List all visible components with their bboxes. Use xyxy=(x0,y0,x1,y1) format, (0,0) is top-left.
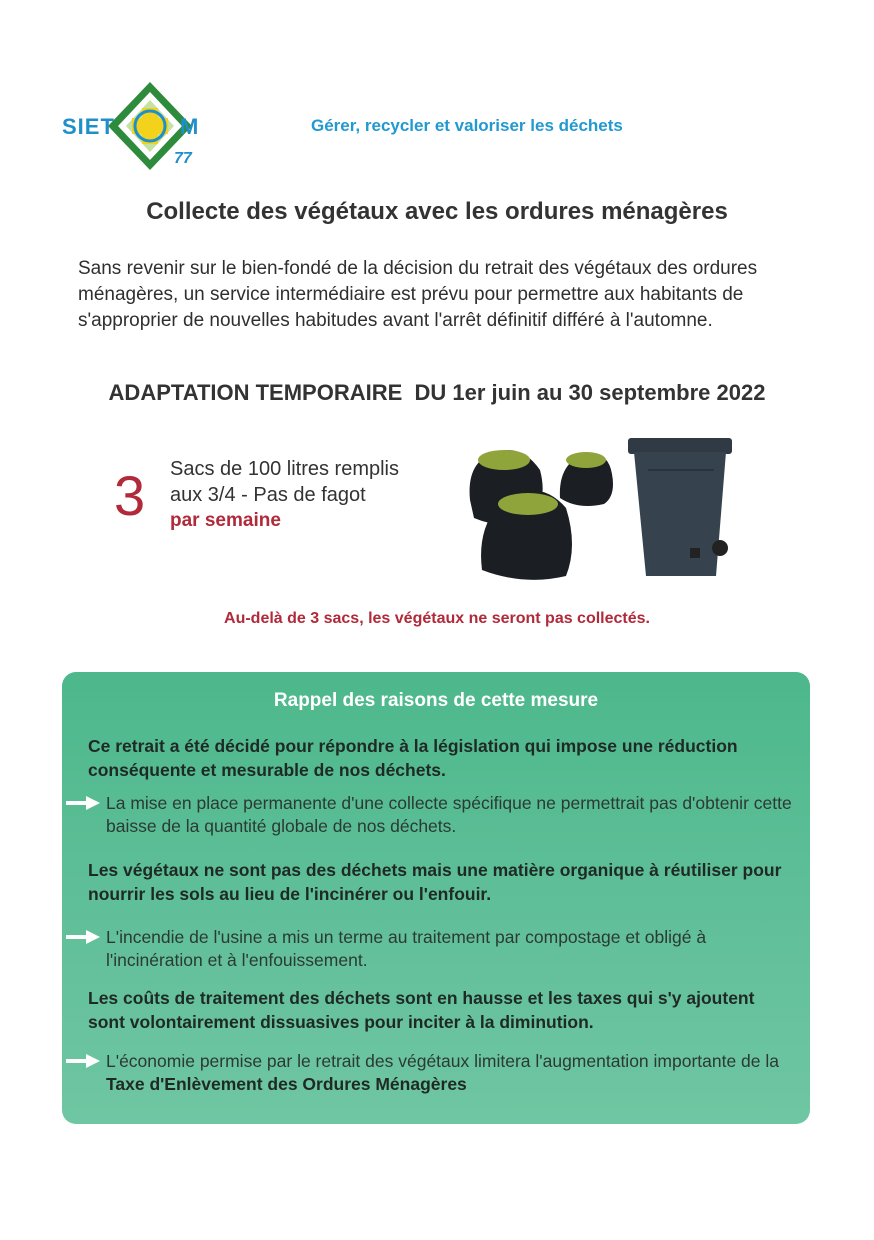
intro-paragraph: Sans revenir sur le bien-fondé de la décision du retrait des végétaux des ordures ménagères, un service intermédiaire est prévu pour permettre aux habitants de s'approprier de nouvelles habitudes avant l'arrêt définitif différé à l'automne. xyxy=(78,258,758,331)
bags-line-1: Sacs de 100 litres remplis xyxy=(170,458,399,480)
logo-text-right: M xyxy=(180,114,199,139)
bag-count: 3 xyxy=(114,464,146,527)
taxe-name: Taxe d'Enlèvement des Ordures Ménagères xyxy=(106,1074,467,1094)
reason-3-detail-start: L'économie permise par le retrait des végétaux limitera l'augmentation importante de la xyxy=(106,1051,780,1071)
logo-text-left: SIET xyxy=(62,114,115,139)
reason-1-detail-text: La mise en place permanente d'une collecte spécifique ne permettrait pas d'obtenir cette baisse de la quantité globale de nos déchets. xyxy=(106,793,792,836)
bags-description xyxy=(170,456,399,534)
warning-text: Au-delà de 3 sacs, les végétaux ne seront pas collectés. xyxy=(224,610,650,627)
bags-and-bin-illustration xyxy=(462,430,742,590)
reason-2: Les végétaux ne sont pas des déchets mais une matière organique à réutiliser pour nourrir les sols au lieu de l'incinérer ou l'enfouir. xyxy=(88,860,782,904)
reason-3: Les coûts de traitement des déchets sont en hausse et les taxes qui s'y ajoutent sont volontairement dissuasives pour inciter à la diminution. xyxy=(88,988,755,1032)
reason-1: Ce retrait a été décidé pour répondre à la législation qui impose une réduction conséquente et mesurable de nos déchets. xyxy=(88,736,738,780)
reason-2-detail-text: L'incendie de l'usine a mis un terme au traitement par compostage et obligé à l'incinération et à l'enfouissement. xyxy=(106,927,707,970)
reason-3-detail-text xyxy=(106,1050,796,1096)
logo-number: 77 xyxy=(174,150,192,167)
adaptation-heading: ADAPTATION TEMPORAIRE DU 1er juin au 30 septembre 2022 xyxy=(108,380,766,405)
arrow-right-icon xyxy=(66,794,100,812)
reasons-panel xyxy=(62,672,810,1124)
bags-line-2: aux 3/4 - Pas de fagot xyxy=(170,484,366,506)
siectom-logo xyxy=(62,80,202,175)
panel-title: Rappel des raisons de cette mesure xyxy=(273,690,599,711)
arrow-right-icon xyxy=(66,1052,100,1070)
page-title: Collecte des végétaux avec les ordures ménagères xyxy=(146,198,728,225)
tagline: Gérer, recycler et valoriser les déchets xyxy=(311,116,623,135)
bags-line-3: par semaine xyxy=(170,510,281,531)
arrow-right-icon xyxy=(66,928,100,946)
